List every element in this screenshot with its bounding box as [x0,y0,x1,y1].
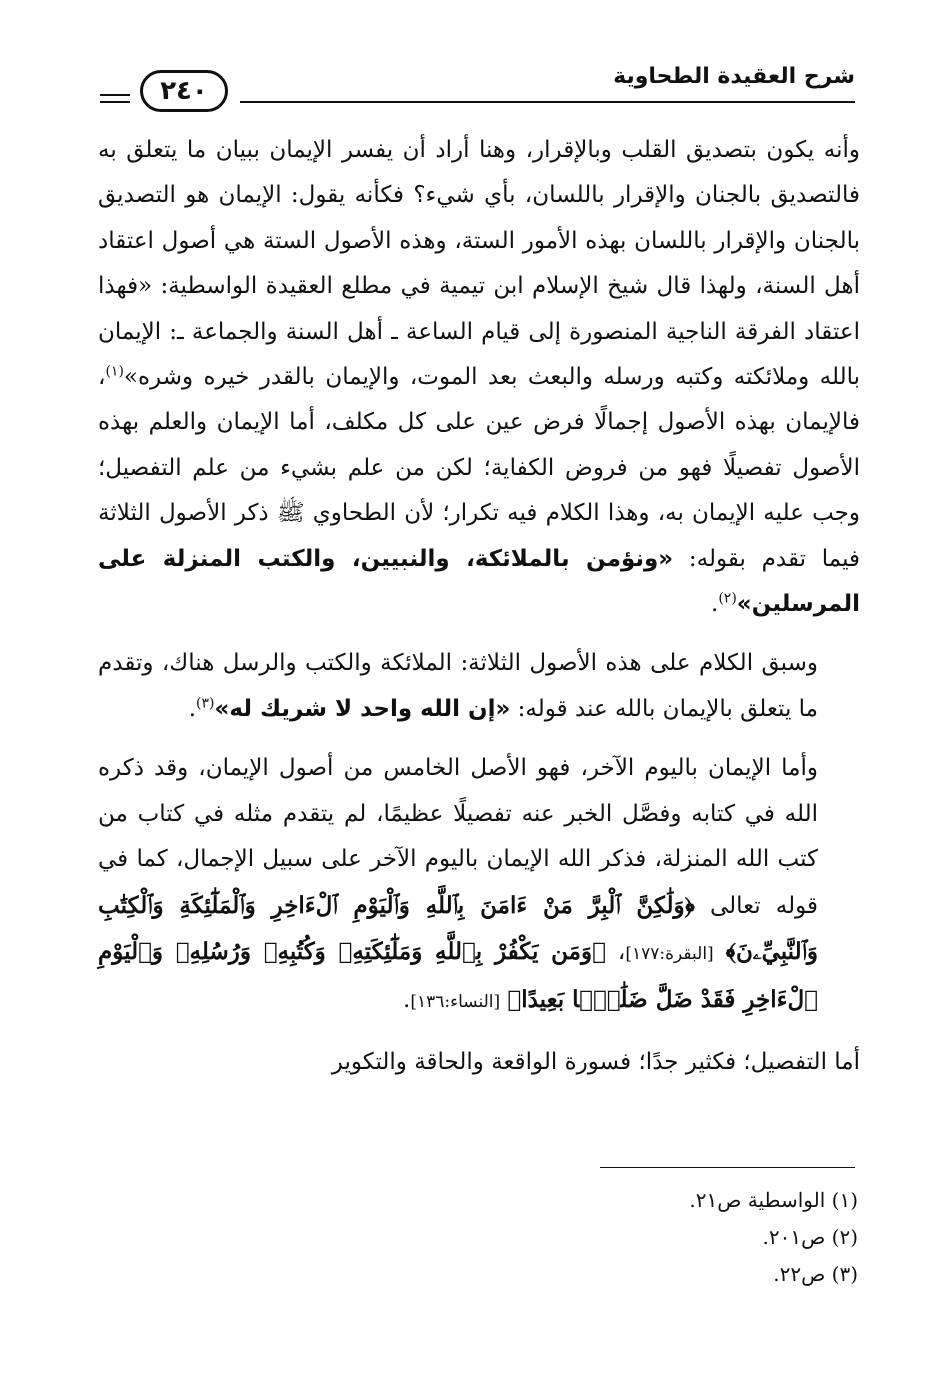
footnote-2: (٢) ص٢٠١. [762,1225,858,1249]
page-header [100,58,855,118]
footnote-separator [600,1167,855,1168]
page-number-badge [130,68,240,118]
main-text [98,128,860,1085]
quran-verse-2: ﴿وَمَن يَكْفُرْ بِٱللَّهِ وَمَلَٰٓئِكَتِهِۦ وَكُتُبِهِۦ وَرُسُلِهِۦ وَٱلْيَوْمِ ٱلْءَاخِرِ فَقَدْ ضَلَّ ضَلَٰلًۢا بَعِيدًا﴾ [98,937,818,1014]
paragraph-4: أما التفصيل؛ فكثير جدًا؛ فسورة الواقعة والحاقة والتكوير [331,1048,860,1075]
paragraph-1: وأنه يكون بتصديق القلب وبالإقرار، وهنا أراد أن يفسر الإيمان ببيان ما يتعلق به فالتصديق بالجنان والإقرار باللسان، بأي شيء؟ فكأنه يقول: الإيمان هو التصديق بالجنان والإقرار باللسان بهذه الأمور الستة، وهذه الأصول الستة هي أصول اعتقاد أهل السنة، ولهذا قال شيخ الإسلام ابن تيمية في مطلع العقيدة الواسطية: «فهذا اعتقاد الفرقة الناجية المنصورة إلى قيام الساعة ـ أهل السنة والجماعة ـ: الإيمان بالله وملائكته وكتبه ورسله والبعث بعد الموت، والإيمان بالقدر خيره وشره»$^{(١)}$، فالإيمان بهذه الأصول إجمالًا فرض عين على كل مكلف، أما الإيمان والعلم بهذه الأصول تفصيلًا فهو من فروض الكفاية؛ لكن من علم بشيء من علم التفصيل؛ وجب عليه الإيمان به، وهذا الكلام فيه تكرار؛ لأن الطحاوي ﷺ ذكر الأصول الثلاثة فيما تقدم بقوله: «ونؤمن بالملائكة، والنبيين، والكتب المنزلة على المرسلين»$^{(٢)}$. [98,137,861,618]
footnote-3: (٣) ص٢٢. [773,1262,858,1286]
paragraph-3: وأما الإيمان باليوم الآخر، فهو الأصل الخامس من أصول الإيمان، وقد ذكره الله في كتابه وفصَّل الخبر عنه تفصيلًا عظيمًا، لم يتقدم مثله في كتاب من كتب الله المنزلة، فذكر الله الإيمان باليوم الآخر على سبيل الإجمال، كما في قوله تعالى ﴿وَلَٰكِنَّ ٱلْبِرَّ مَنْ ءَامَنَ بِٱللَّهِ وَٱلْيَوْمِ ٱلْءَاخِرِ وَٱلْمَلَٰٓئِكَةِ وَٱلْكِتَٰبِ وَٱلنَّبِيِّۦنَ﴾ [البقرة:١٧٧]، ﴿وَمَن يَكْفُرْ بِٱللَّهِ وَمَلَٰٓئِكَتِهِۦ وَكُتُبِهِۦ وَرُسُلِهِۦ وَٱلْيَوْمِ ٱلْءَاخِرِ فَقَدْ ضَلَّ ضَلَٰلًۢا بَعِيدًا﴾ [النساء:١٣٦]. [98,755,819,1014]
footnote-ref-3[interactable]: (٣) [196,695,215,712]
verse-reference-1: [البقرة:١٧٧] [625,943,714,964]
page-number: ٢٤٠ [160,76,208,106]
footnotes [458,1182,858,1293]
quoted-tawhid: «إن الله واحد لا شريك له» [214,695,511,722]
footnote-ref-2[interactable]: (٢) [718,590,737,607]
verse-reference-2: [النساء:١٣٦] [410,992,501,1013]
paragraph-2: وسبق الكلام على هذه الأصول الثلاثة: الملائكة والكتب والرسل هناك، وتقدم ما يتعلق بالإيمان بالله عند قوله: «إن الله واحد لا شريك له»$^{(٣)}$. [98,650,818,722]
quran-verse-1: ﴿وَلَٰكِنَّ ٱلْبِرَّ مَنْ ءَامَنَ بِٱللَّهِ وَٱلْيَوْمِ ٱلْءَاخِرِ وَٱلْمَلَٰٓئِكَةِ وَٱلْكِتَٰبِ وَٱلنَّبِيِّۦنَ﴾ [98,891,819,965]
running-title: شرح العقيدة الطحاوية [605,64,855,89]
footnote-1: (١) الواسطية ص٢١. [689,1188,858,1212]
badge-rule [100,94,130,96]
footnote-ref-1[interactable]: (١) [105,363,124,380]
quoted-creed: «ونؤمن بالملائكة، والنبيين، والكتب المنزلة على المرسلين» [98,545,860,618]
